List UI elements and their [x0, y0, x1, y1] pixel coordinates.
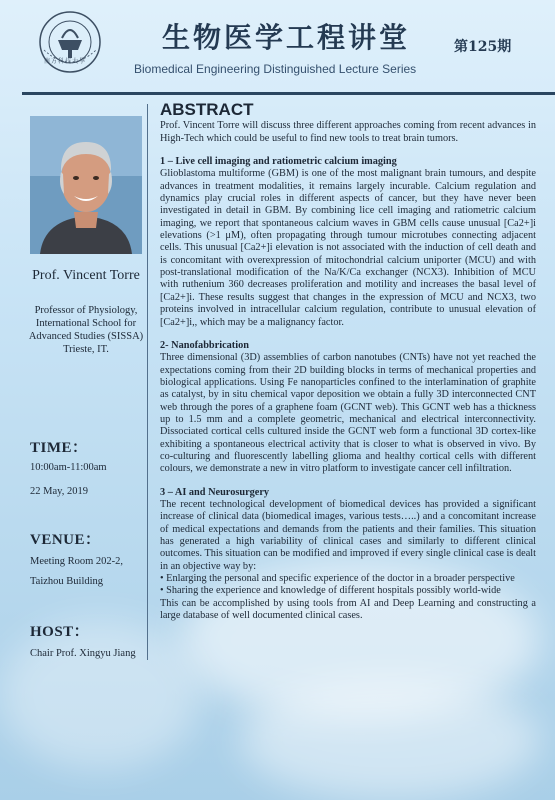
abstract-intro: Prof. Vincent Torre will discuss three different approaches coming from recent advances in High-Tech which could be useful to find new tools to treat brain tumors. [160, 120, 536, 144]
issue-number: 第125期 [454, 39, 512, 55]
section-3-body: The recent technological development of biomedical devices has provided a significant increase of clinical data (biomedical images, various tests…..) and a concomitant increase of medical expectations and demands from the patients and their families. This situation has generated a high variability of clinical cases and similarly to different clinical outcomes. This situation can be modified and improved if every single clinical case is dealt in an objective way by: [160, 498, 536, 572]
section-2-title: 2- Nanofabbrication [160, 339, 249, 351]
abstract-column [160, 100, 536, 622]
date-value: 22 May, 2019 [30, 486, 88, 497]
venue-label: VENUE： [30, 532, 101, 548]
speaker-name: Prof. Vincent Torre [32, 268, 140, 283]
venue-building: Taizhou Building [30, 576, 104, 587]
speaker-photo [30, 116, 142, 254]
logo-caption: 南方科技大學 [44, 58, 87, 65]
section-1-title: 1 – Live cell imaging and ratiometric calcium imaging [160, 156, 397, 168]
host-name: Chair Prof. Xingyu Jiang [30, 648, 136, 659]
section-3-bullet-2: • Sharing the experience and knowledge of different hospitals possibly world-wide [160, 585, 501, 597]
background-cloud [240, 680, 540, 800]
section-1-body: Glioblastoma multiforme (GBM) is one of the most malignant brain tumours, and despite advances in treatment modalities, it remains largely incurable. Calcium regulation and dynamics play crucial roles in different aspects of cancer, but they have never been investigated in detail in GBM. By combining lice cell imaging and ratiometric calcium imaging, we report that spontaneous calcium waves in GBM cells cause unusual [Ca2+]i elevations (>1 μM), often propagating through tumour microtubes connecting adjacent cells. This unusual [Ca2+]i elevation is not associated with the induction of cell death and is concomitant with overexpression of mitochondrial calcium uniporter (MCU) and with post-translational modification of the Na/K/Ca exchanger (NCX3). Inhibition of MCU with ruthenium 360 decreases proliferation and motility and increases the basal level of [Ca2+]i. These results suggest that changes in the expression of MCU and NCX3, two proteins involved in intracellular calcium regulation, contribute to unusual elevation of [Ca2+]i,, which may be a malignancy factor. [160, 168, 536, 328]
section-2-body: Three dimensional (3D) assemblies of carbon nanotubes (CNTs) have not yet reached the expectations coming from their 2D building blocks in terms of mechanical properties and biological applications. Using Fe nanoparticles confined to the interlamination of graphite as catalyst, by in situ chemical vapor deposition we obtain a fully 3D interconnected CNT web through the pores of a graphene foam (GCNT web). This GCNT web has a thickness up to 1.5 mm and a complete geometric, mechanical and electrical interconnectivity. Dissociated cortical cells cultured inside the GCNT web form a functional 3D cortex-like exhibiting a spontaneous electrical activity that is closer to what is observed in vivo. By co-culturing and fluorescently labelling glioma and healthy cortical cells with different colours, we demonstrate a new in vitro platform to investigate cancer cell infiltration. [160, 352, 536, 475]
time-label: TIME： [30, 440, 88, 456]
time-value: 10:00am-11:00am [30, 462, 107, 473]
speaker-affiliation: Professor of Physiology, International School for Advanced Studies (SISSA) Trieste, IT. [28, 305, 144, 355]
abstract-heading: ABSTRACT [160, 100, 254, 119]
header-divider [22, 92, 555, 95]
speaker-sidebar [22, 104, 150, 664]
poster-header [0, 0, 555, 90]
section-3-conclusion: This can be accomplished by using tools from AI and Deep Learning and constructing a large database of well documented clinical cases. [160, 597, 536, 622]
lecture-series-subtitle: Biomedical Engineering Distinguished Lecture Series [134, 62, 417, 76]
section-3-bullet-1: • Enlarging the personal and specific experience of the doctor in a broader perspective [160, 573, 515, 585]
lecture-series-title: 生物医学工程讲堂 [162, 21, 411, 54]
host-label: HOST： [30, 624, 90, 640]
venue-room: Meeting Room 202-2, [30, 556, 124, 567]
section-3-title: 3 – AI and Neurosurgery [160, 486, 270, 498]
